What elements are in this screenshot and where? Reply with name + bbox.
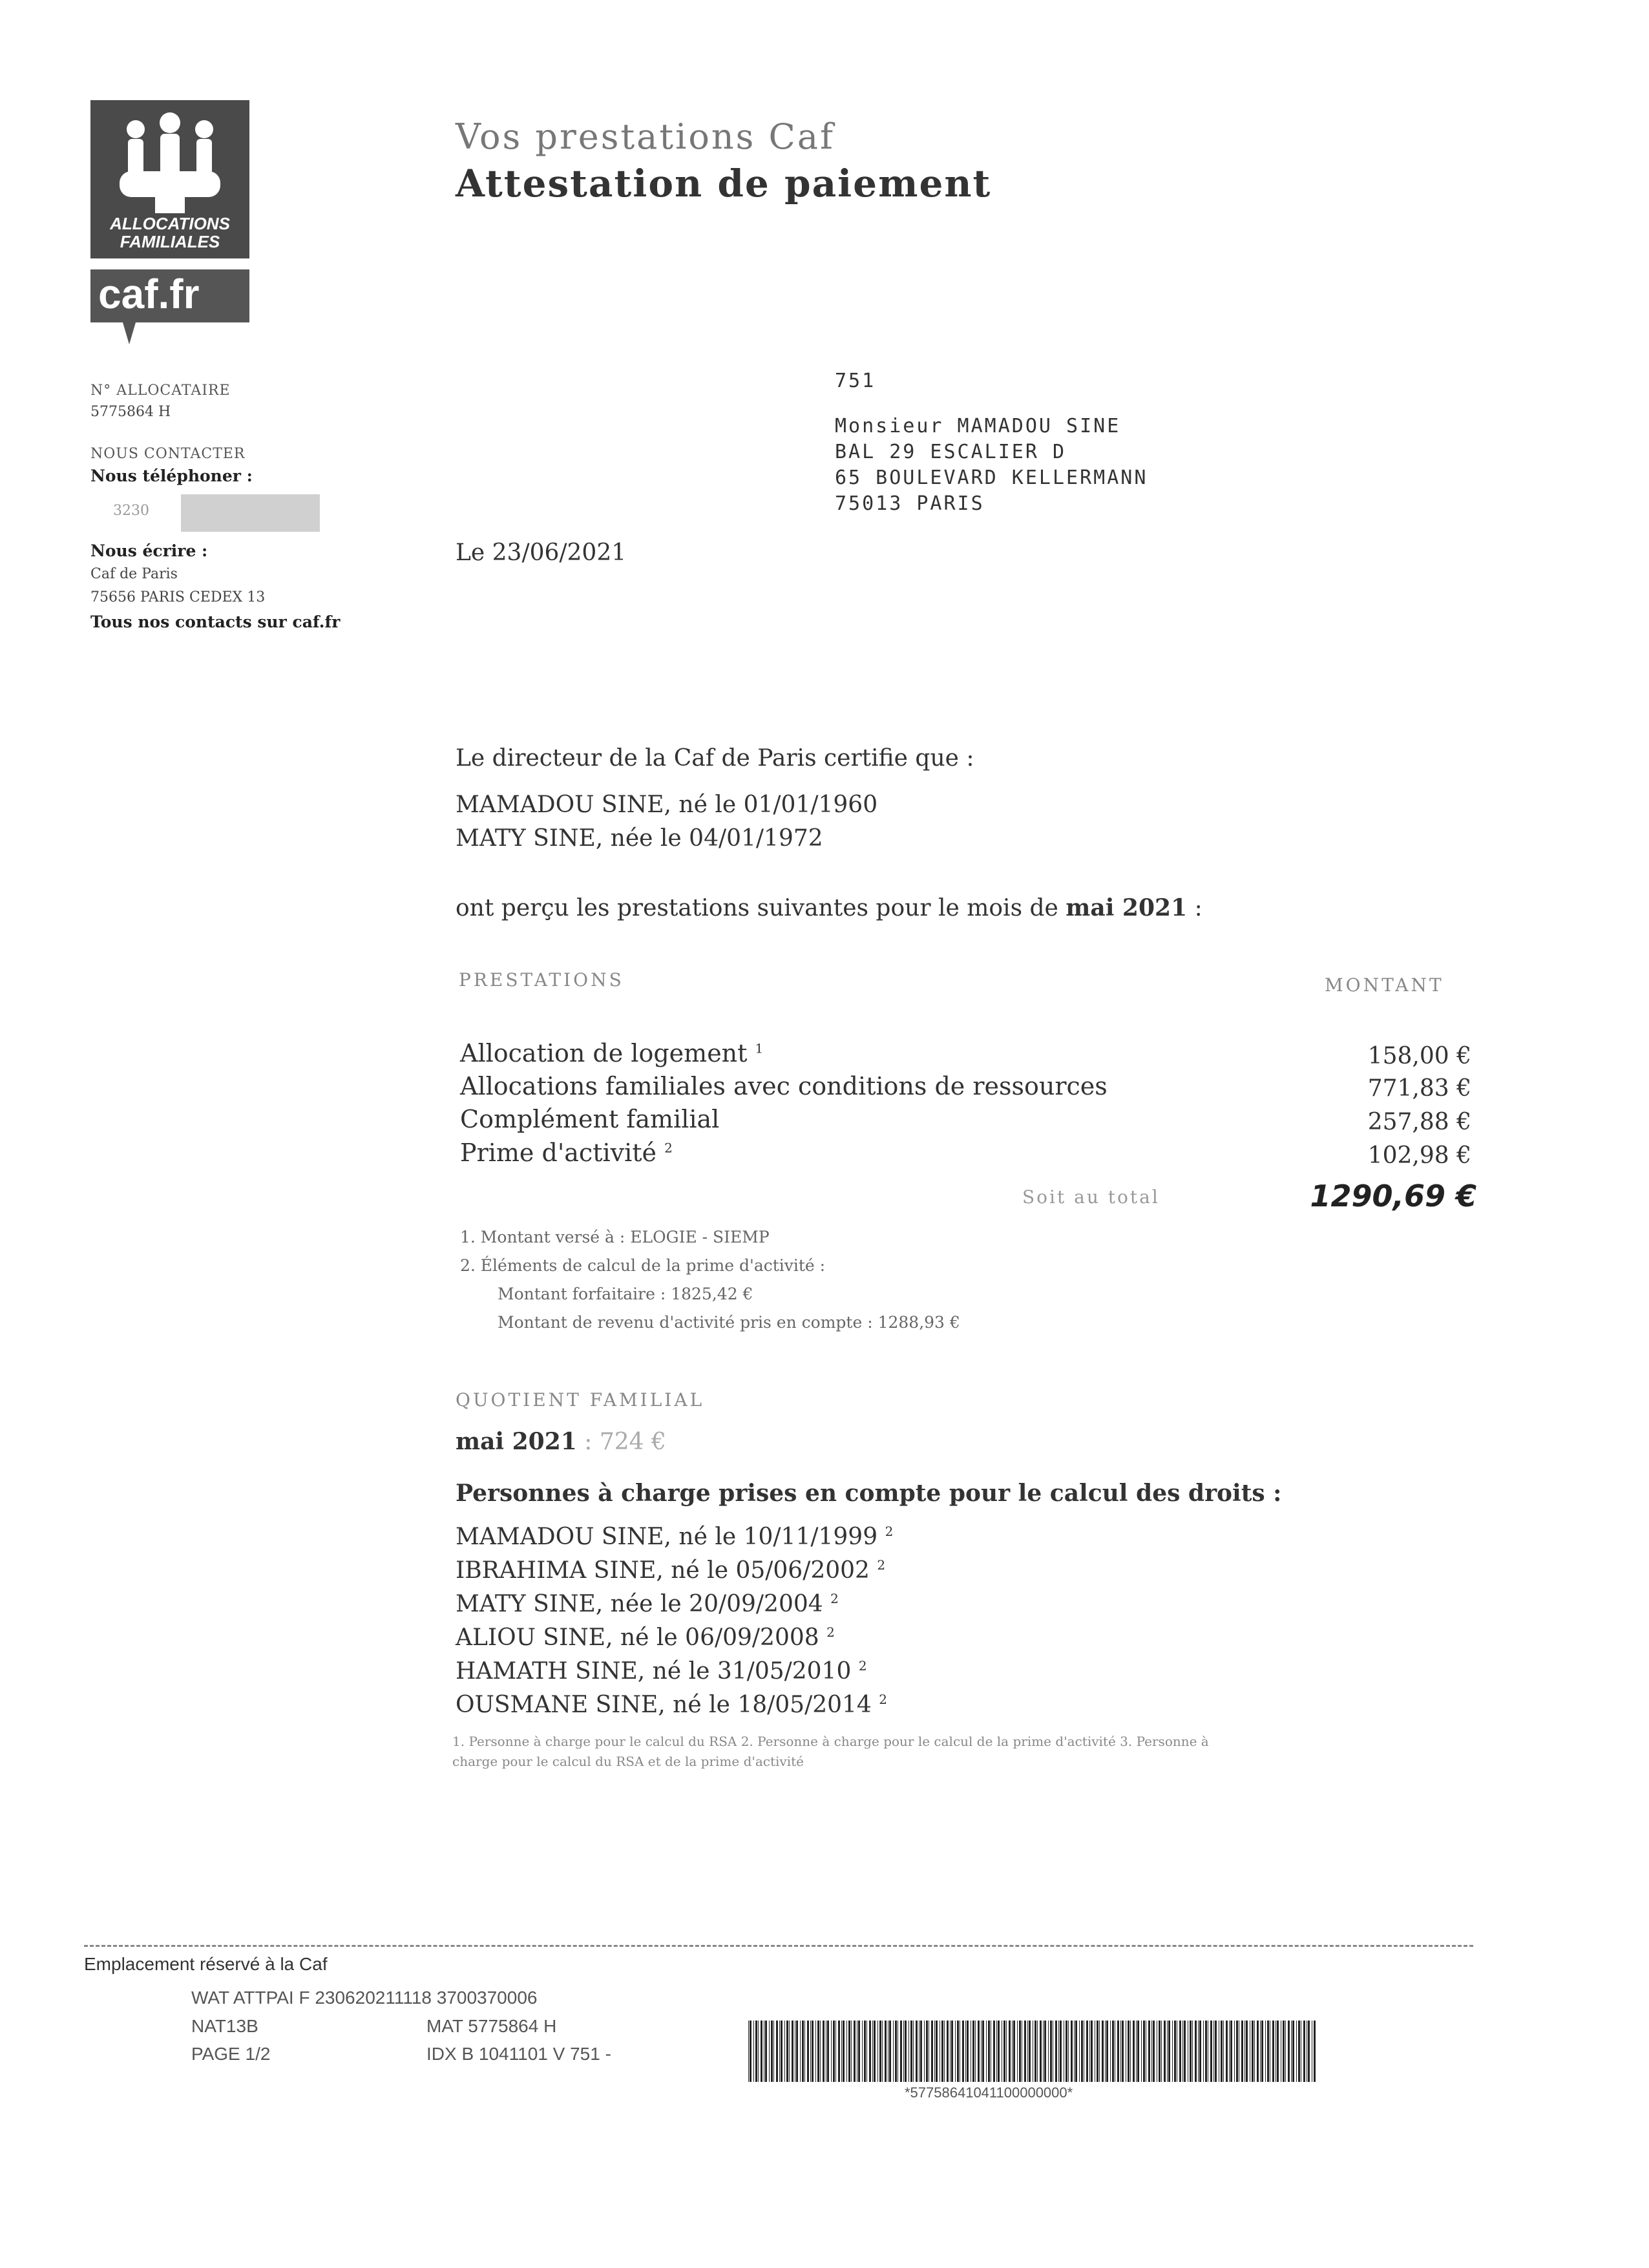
logo-line2: FAMILIALES — [120, 232, 220, 251]
barcode-bar — [1055, 2021, 1057, 2082]
write-line2: 75656 PARIS CEDEX 13 — [90, 589, 266, 605]
barcode-bar — [1172, 2021, 1173, 2082]
barcode-bar — [877, 2021, 878, 2082]
received-month: mai 2021 — [1066, 894, 1188, 921]
barcode-bar — [1213, 2021, 1214, 2082]
barcode-bar — [1252, 2021, 1254, 2082]
barcode-bar — [858, 2021, 860, 2082]
barcode-bar — [965, 2021, 966, 2082]
barcode-bar — [1199, 2021, 1201, 2082]
barcode-bar — [1168, 2021, 1170, 2082]
barcode-bar — [796, 2021, 798, 2082]
barcode-bar — [934, 2021, 935, 2082]
note-2: 2. Éléments de calcul de la prime d'activité : — [460, 1256, 826, 1275]
barcode-bar — [1164, 2021, 1166, 2082]
barcode-bar — [1091, 2021, 1093, 2082]
prestation-row-label: Complément familial — [460, 1105, 720, 1133]
barcode-bar — [869, 2021, 871, 2082]
barcode-bar — [1097, 2021, 1098, 2082]
barcode-bar — [1292, 2021, 1294, 2082]
barcode-bar — [1024, 2021, 1026, 2082]
barcode-bar — [955, 2021, 956, 2082]
barcode-bar — [1143, 2021, 1145, 2082]
barcode-bar — [773, 2021, 774, 2082]
barcode-bar — [1184, 2021, 1186, 2082]
barcode-bar — [1303, 2021, 1305, 2082]
barcode-bar — [755, 2021, 757, 2082]
barcode-bar — [962, 2021, 964, 2082]
barcode-bar — [815, 2021, 816, 2082]
barcode-bar — [1122, 2021, 1124, 2082]
barcode-bar — [1130, 2021, 1131, 2082]
note-2b: Montant de revenu d'activité pris en compte : 1288,93 € — [498, 1313, 960, 1332]
barcode-bar — [1288, 2021, 1290, 2082]
barcode-bar — [889, 2021, 891, 2082]
barcode-bar — [1236, 2021, 1238, 2082]
barcode-bar — [843, 2021, 845, 2082]
dependent-item: MAMADOU SINE, né le 10/11/1999 $^2$ — [456, 1524, 894, 1550]
barcode-bar — [982, 2021, 984, 2082]
dependents-footnote-1: 1. Personne à charge pour le calcul du RSA 2. Personne à charge pour le calcul de la prime d'activité 3. Personne à — [452, 1734, 1209, 1749]
barcode-bar — [1230, 2021, 1232, 2082]
barcode-bar — [924, 2021, 925, 2082]
barcode-bar — [1110, 2021, 1111, 2082]
barcode-bar — [812, 2021, 814, 2082]
barcode-bar — [1151, 2021, 1152, 2082]
barcode-bar — [1241, 2021, 1243, 2082]
barcode-bar — [1141, 2021, 1142, 2082]
received-line — [456, 894, 1203, 921]
barcode-bar — [1003, 2021, 1005, 2082]
barcode-bar — [1029, 2021, 1031, 2082]
barcode-bar — [1112, 2021, 1114, 2082]
barcode-bar — [1223, 2021, 1224, 2082]
barcode-bar — [975, 2021, 976, 2082]
barcode-bar — [769, 2021, 770, 2082]
barcode-bar — [820, 2021, 821, 2082]
address-line3: 65 BOULEVARD KELLERMANN — [835, 467, 1148, 489]
barcode-bar — [789, 2021, 790, 2082]
barcode-bar — [1068, 2021, 1069, 2082]
barcode-bar — [748, 2021, 749, 2082]
barcode-bar — [972, 2021, 974, 2082]
barcode-bar — [944, 2021, 945, 2082]
barcode-bar — [931, 2021, 933, 2082]
barcode-bar — [1079, 2021, 1080, 2082]
barcode-bar — [1006, 2021, 1007, 2082]
barcode-bar — [874, 2021, 876, 2082]
barcode-bar — [1198, 2021, 1199, 2082]
barcode-bar — [879, 2021, 881, 2082]
barcode-bar — [1136, 2021, 1137, 2082]
dependent-item: MATY SINE, née le 20/09/2004 $^2$ — [456, 1591, 839, 1617]
footer-code-1: WAT ATTPAI F 230620211118 3700370006 — [191, 1988, 538, 2008]
barcode-bar — [1272, 2021, 1274, 2082]
barcode-bar — [1086, 2021, 1088, 2082]
prestation-row-label: Allocation de logement $^1$ — [460, 1039, 764, 1067]
quotient-line — [456, 1428, 666, 1455]
barcode-bar — [1040, 2021, 1042, 2082]
doc-title: Attestation de paiement — [456, 162, 992, 205]
barcode-bar — [1043, 2021, 1044, 2082]
barcode-bar — [771, 2021, 773, 2082]
barcode-bar — [862, 2021, 863, 2082]
barcode-bar — [1105, 2021, 1106, 2082]
barcode-bar — [1137, 2021, 1139, 2082]
barcode-bar — [786, 2021, 788, 2082]
barcode-bar — [817, 2021, 819, 2082]
beneficiary-2: MATY SINE, née le 04/01/1972 — [456, 825, 823, 852]
footer-divider — [84, 1945, 1473, 1947]
barcode-bar — [967, 2021, 969, 2082]
logo-line1: ALLOCATIONS — [110, 214, 230, 233]
barcode-bar — [893, 2021, 894, 2082]
barcode-bar — [885, 2021, 887, 2082]
total-label: Soit au total — [1022, 1186, 1160, 1208]
barcode-bar — [1013, 2021, 1015, 2082]
barcode-bar — [1260, 2021, 1261, 2082]
barcode-bar — [1120, 2021, 1121, 2082]
certifies-line: Le directeur de la Caf de Paris certifie que : — [456, 745, 974, 772]
barcode-bar — [920, 2021, 922, 2082]
contact-label: NOUS CONTACTER — [90, 446, 246, 462]
footer-code-3b: IDX B 1041101 V 751 - — [426, 2044, 611, 2064]
barcode-bar — [1210, 2021, 1212, 2082]
barcode-bar — [941, 2021, 943, 2082]
barcode-bar — [1153, 2021, 1155, 2082]
prestation-row-amount: 771,83 € — [1367, 1075, 1471, 1102]
received-suffix: : — [1194, 895, 1203, 921]
prestation-row-amount: 102,98 € — [1367, 1142, 1471, 1169]
barcode-bar — [1277, 2021, 1279, 2082]
note-1: 1. Montant versé à : ELOGIE - SIEMP — [460, 1228, 770, 1246]
barcode-bar — [841, 2021, 842, 2082]
quotient-label: QUOTIENT FAMILIAL — [456, 1389, 705, 1411]
barcode-bar — [900, 2021, 902, 2082]
barcode-bar — [1283, 2021, 1285, 2082]
barcode-bar — [1074, 2021, 1075, 2082]
barcode-bar — [913, 2021, 914, 2082]
prestation-row-label: Prime d'activité $^2$ — [460, 1139, 673, 1167]
barcode-bar — [957, 2021, 959, 2082]
barcode-bar — [916, 2021, 918, 2082]
barcode-number: *57758641041100000000* — [905, 2084, 1073, 2101]
barcode-bar — [761, 2021, 762, 2082]
barcode-bar — [993, 2021, 995, 2082]
barcode-bar — [1161, 2021, 1162, 2082]
caf-logo — [90, 100, 249, 352]
note-2a: Montant forfaitaire : 1825,42 € — [498, 1285, 753, 1303]
barcode-bar — [827, 2021, 829, 2082]
barcode-bar — [996, 2021, 997, 2082]
doc-subtitle: Vos prestations Caf — [456, 116, 835, 157]
barcode-bar — [872, 2021, 873, 2082]
barcode-bar — [895, 2021, 897, 2082]
footer-code-2b: MAT 5775864 H — [426, 2016, 557, 2036]
barcode-bar — [1102, 2021, 1104, 2082]
address-line1: Monsieur MAMADOU SINE — [835, 415, 1121, 437]
barcode-bar — [831, 2021, 832, 2082]
barcode-bar — [1179, 2021, 1181, 2082]
barcode-bar — [779, 2021, 780, 2082]
barcode-bar — [851, 2021, 852, 2082]
prestation-row-amount: 257,88 € — [1367, 1109, 1471, 1135]
barcode-bar — [776, 2021, 778, 2082]
barcode-bar — [1012, 2021, 1013, 2082]
barcode-bar — [950, 2021, 951, 2082]
barcode-bar — [1267, 2021, 1269, 2082]
allocataire-number: 5775864 H — [90, 404, 171, 420]
barcode-bar — [1203, 2021, 1204, 2082]
barcode-bar — [1192, 2021, 1193, 2082]
barcode-bar — [838, 2021, 840, 2082]
barcode-bar — [1017, 2021, 1018, 2082]
barcode-bar — [1106, 2021, 1108, 2082]
prestation-row-amount: 158,00 € — [1367, 1043, 1471, 1069]
phone-label: Nous téléphoner : — [90, 467, 253, 485]
barcode-bar — [1058, 2021, 1059, 2082]
barcode-bar — [1314, 2021, 1316, 2082]
barcode-bar — [1148, 2021, 1150, 2082]
barcode-bar — [1182, 2021, 1183, 2082]
write-line1: Caf de Paris — [90, 566, 178, 582]
barcode-bar — [758, 2021, 759, 2082]
barcode-bar — [1254, 2021, 1255, 2082]
all-contacts-link[interactable]: Tous nos contacts sur caf.fr — [90, 613, 341, 631]
barcode-bar — [1075, 2021, 1077, 2082]
letter-date: Le 23/06/2021 — [456, 540, 627, 566]
barcode-bar — [800, 2021, 801, 2082]
barcode-bar — [1291, 2021, 1292, 2082]
barcode-bar — [1117, 2021, 1119, 2082]
barcode-bar — [753, 2021, 754, 2082]
address-line4: 75013 PARIS — [835, 492, 985, 515]
prestations-column-header: PRESTATIONS — [459, 969, 624, 991]
barcode-bar — [981, 2021, 982, 2082]
phone-number: 3230 — [113, 503, 149, 519]
barcode-bar — [882, 2021, 883, 2082]
barcode-bar — [988, 2021, 990, 2082]
barcode-bar — [1234, 2021, 1235, 2082]
barcode-bar — [1099, 2021, 1100, 2082]
barcode-bar — [998, 2021, 1000, 2082]
barcode-bar — [1298, 2021, 1300, 2082]
beneficiary-1: MAMADOU SINE, né le 01/01/1960 — [456, 792, 878, 818]
barcode-bar — [784, 2021, 785, 2082]
barcode-bar — [910, 2021, 912, 2082]
phone-price-badge — [181, 494, 320, 532]
barcode-bar — [1081, 2021, 1083, 2082]
dependent-item: HAMATH SINE, né le 31/05/2010 $^2$ — [456, 1658, 867, 1685]
allocataire-label: N° ALLOCATAIRE — [90, 383, 231, 399]
barcode-bar — [947, 2021, 949, 2082]
footer-code-2a: NAT13B — [191, 2016, 258, 2036]
barcode-bar — [1009, 2021, 1011, 2082]
barcode-bar — [1159, 2021, 1161, 2082]
dependent-item: IBRAHIMA SINE, né le 05/06/2002 $^2$ — [456, 1557, 886, 1584]
prestation-row-label: Allocations familiales avec conditions de ressources — [460, 1072, 1108, 1100]
reserved-area-label: Emplacement réservé à la Caf — [84, 1954, 328, 1974]
dependents-heading: Personnes à charge prises en compte pour le calcul des droits : — [456, 1480, 1282, 1507]
barcode-bar — [1089, 2021, 1090, 2082]
barcode-bar — [1265, 2021, 1266, 2082]
barcode-bar — [1257, 2021, 1259, 2082]
barcode-bar — [1190, 2021, 1192, 2082]
barcode-bar — [905, 2021, 907, 2082]
barcode-bar — [1229, 2021, 1230, 2082]
logo-brand: caf.fr — [98, 271, 200, 317]
barcode-bar — [1226, 2021, 1228, 2082]
barcode-bar — [781, 2021, 782, 2082]
barcode-bar — [1261, 2021, 1263, 2082]
barcode-bar — [1048, 2021, 1049, 2082]
footer-code-3a: PAGE 1/2 — [191, 2044, 271, 2064]
barcode-bar — [951, 2021, 953, 2082]
address-code: 751 — [835, 370, 876, 392]
barcode-bar — [1066, 2021, 1067, 2082]
barcode-bar — [792, 2021, 793, 2082]
barcode-bar — [986, 2021, 987, 2082]
barcode-bar — [804, 2021, 805, 2082]
barcode-bar — [1296, 2021, 1297, 2082]
barcode-bar — [854, 2021, 856, 2082]
barcode-bar — [835, 2021, 836, 2082]
barcode-bar — [864, 2021, 866, 2082]
barcode-bar — [1167, 2021, 1168, 2082]
dependents-footnote-2: charge pour le calcul du RSA et de la prime d'activité — [452, 1754, 804, 1769]
barcode-bar — [833, 2021, 835, 2082]
barcode-bar — [926, 2021, 928, 2082]
barcode-bar — [823, 2021, 824, 2082]
barcode-bar — [1060, 2021, 1062, 2082]
barcode-bar — [848, 2021, 850, 2082]
write-label: Nous écrire : — [90, 541, 208, 560]
barcode-bar — [1050, 2021, 1052, 2082]
barcode-bar — [1221, 2021, 1223, 2082]
barcode-bar — [1205, 2021, 1207, 2082]
received-prefix: ont perçu les prestations suivantes pour le mois de — [456, 895, 1058, 921]
barcode-bar — [1027, 2021, 1028, 2082]
barcode-bar — [903, 2021, 904, 2082]
barcode-bar — [810, 2021, 811, 2082]
total-amount: 1290,69 € — [1310, 1179, 1476, 1213]
barcode-bar — [1071, 2021, 1073, 2082]
barcode-bar — [802, 2021, 804, 2082]
barcode-bar — [1037, 2021, 1038, 2082]
dependent-item: OUSMANE SINE, né le 18/05/2014 $^2$ — [456, 1692, 888, 1718]
address-line2: BAL 29 ESCALIER D — [835, 441, 1067, 463]
barcode — [748, 2021, 1317, 2082]
quotient-value: : 724 € — [584, 1429, 666, 1455]
barcode-bar — [1174, 2021, 1176, 2082]
barcode-bar — [1133, 2021, 1135, 2082]
barcode-bar — [1044, 2021, 1046, 2082]
barcode-bar — [1128, 2021, 1129, 2082]
montant-column-header: MONTANT — [1325, 974, 1444, 996]
barcode-bar — [1308, 2021, 1310, 2082]
quotient-month: mai 2021 — [456, 1428, 577, 1455]
barcode-bar — [1019, 2021, 1021, 2082]
barcode-bar — [978, 2021, 980, 2082]
barcode-bar — [1195, 2021, 1197, 2082]
barcode-bar — [1246, 2021, 1248, 2082]
barcode-bar — [1285, 2021, 1286, 2082]
barcode-bar — [765, 2021, 767, 2082]
barcode-bar — [846, 2021, 847, 2082]
barcode-bar — [807, 2021, 809, 2082]
barcode-bar — [936, 2021, 938, 2082]
barcode-bar — [1215, 2021, 1217, 2082]
dependent-item: ALIOU SINE, né le 06/09/2008 $^2$ — [456, 1624, 835, 1651]
barcode-bar — [1035, 2021, 1036, 2082]
barcode-bar — [750, 2021, 751, 2082]
